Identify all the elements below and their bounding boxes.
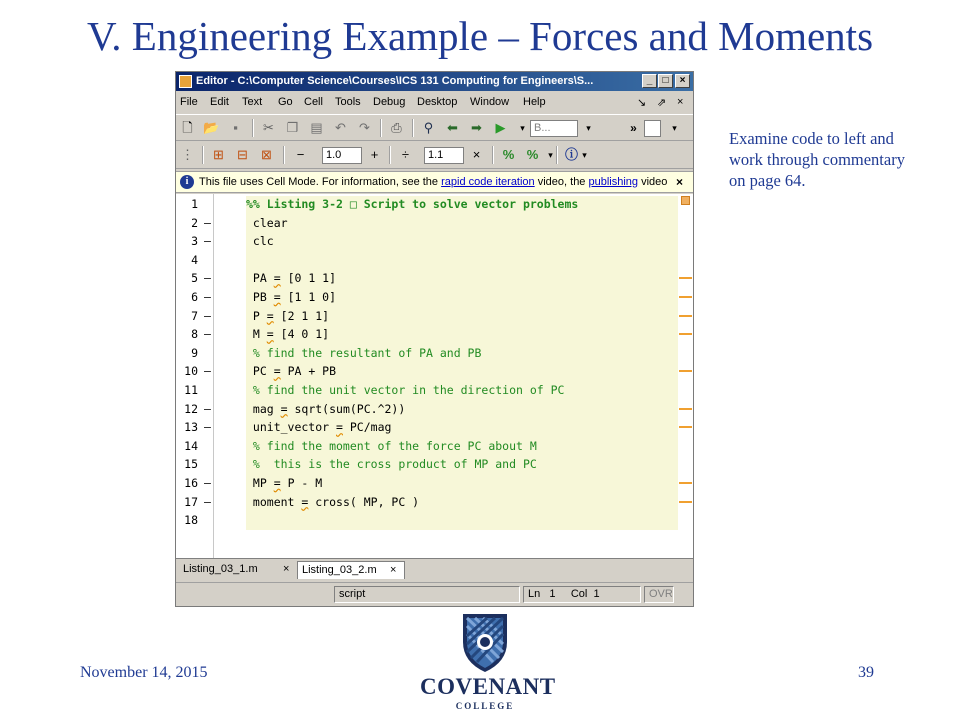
breakpoint-marker[interactable]: – [204, 476, 211, 490]
warning-underline[interactable]: = [273, 271, 281, 286]
menu-desktop[interactable]: Desktop [417, 96, 458, 108]
code-text: % this is the cross product of MP and PC [246, 457, 537, 472]
breakpoint-marker[interactable]: – [204, 308, 211, 323]
line-number: 2 [191, 215, 198, 230]
warning-marker[interactable] [679, 333, 692, 335]
line-number: 10 [184, 364, 198, 379]
code-line[interactable] [176, 493, 693, 512]
publishing-link[interactable]: publishing [588, 176, 639, 188]
line-number: 7 [191, 308, 198, 323]
multiply-icon[interactable]: × [472, 147, 481, 162]
code-text: clear [246, 215, 288, 230]
status-mode: script [334, 586, 520, 603]
code-text: mag = sqrt(sum(PC.^2)) [246, 401, 406, 416]
back-arrow-icon[interactable]: ⬅ [447, 120, 458, 135]
tab-close-icon[interactable]: × [390, 564, 397, 576]
message-indicator-icon[interactable] [681, 196, 690, 205]
document-tab-bar [176, 558, 693, 580]
window-title: Editor - C:\Computer Science\Courses\ICS 131 Computing for Engineers\S... [196, 75, 594, 87]
run-icon[interactable]: ▶ [495, 120, 506, 135]
code-line[interactable] [176, 455, 693, 474]
menu-bar [176, 93, 693, 112]
breakpoint-marker[interactable]: – [204, 271, 211, 286]
main-toolbar [176, 114, 693, 141]
evaluate-cell-advance-icon[interactable]: ⊟ [237, 147, 248, 162]
info-icon: i [180, 175, 194, 189]
print-icon[interactable]: ⎙ [391, 120, 402, 135]
menu-debug[interactable]: Debug [373, 96, 406, 108]
breakpoint-marker[interactable]: – [204, 327, 211, 342]
rapid-code-iteration-link[interactable]: rapid code iteration [441, 176, 535, 188]
code-line[interactable] [176, 437, 693, 456]
code-text: moment = cross( MP, PC ) [246, 494, 420, 509]
footer-date: November 14, 2015 [80, 664, 208, 681]
line-number: 14 [184, 438, 198, 453]
dock-icon[interactable]: ⇗ [657, 97, 667, 109]
slide-title: V. Engineering Example – Forces and Moments [86, 13, 874, 59]
code-text: % find the resultant of PA and PB [246, 345, 482, 360]
new-file-icon[interactable]: 🗋 [182, 120, 193, 135]
decrement-value-field[interactable]: 1.0 [322, 147, 362, 164]
divide-value-field[interactable]: 1.1 [424, 147, 464, 164]
evaluate-cell-icon[interactable]: ⊞ [213, 147, 224, 162]
minimize-icon[interactable]: _ [642, 74, 657, 88]
line-number: 4 [191, 252, 198, 267]
warning-underline[interactable]: = [266, 327, 274, 342]
line-number: 13 [184, 420, 198, 435]
warning-underline[interactable]: = [273, 476, 281, 490]
code-line[interactable] [176, 474, 693, 493]
cell-toolbar [176, 142, 693, 169]
code-line[interactable] [176, 362, 693, 381]
warning-underline[interactable]: = [266, 308, 274, 323]
logo-subtext: COLLEGE [455, 701, 515, 711]
warning-underline[interactable]: = [280, 401, 288, 416]
code-text: PA = [0 1 1] [246, 271, 337, 286]
decrement-icon[interactable]: − [296, 147, 305, 162]
code-line[interactable] [176, 511, 693, 530]
side-note: Examine code to left and work through commentary on page 64. [729, 129, 905, 190]
warning-marker[interactable] [679, 277, 692, 279]
close-document-icon[interactable]: × [677, 96, 684, 108]
line-number: 1 [191, 197, 198, 211]
code-line[interactable] [176, 381, 693, 400]
code-text: PC = PA + PB [246, 364, 337, 379]
code-line[interactable] [176, 400, 693, 419]
menu-tools[interactable]: Tools [335, 96, 361, 108]
code-line[interactable] [176, 251, 693, 270]
info-close-icon[interactable]: × [676, 175, 684, 189]
tab-label: Listing_03_2.m [302, 564, 377, 576]
code-text: PB = [1 1 0] [246, 290, 337, 304]
line-number: 6 [191, 290, 198, 304]
logo-wordmark: COVENANT [420, 674, 556, 699]
code-text: % find the moment of the force PC about M [246, 438, 537, 453]
breakpoint-marker[interactable]: – [204, 215, 211, 230]
line-number: 12 [184, 401, 198, 416]
code-line[interactable] [176, 214, 693, 233]
breakpoint-marker[interactable]: – [204, 420, 211, 435]
warning-marker[interactable] [679, 315, 692, 317]
warning-marker[interactable] [679, 296, 692, 298]
stack-checkbox[interactable] [644, 120, 661, 137]
cell-mode-info-bar [176, 171, 693, 193]
code-text: M = [4 0 1] [246, 327, 330, 342]
close-icon[interactable]: × [675, 74, 690, 88]
warning-marker[interactable] [679, 426, 692, 428]
code-line[interactable] [176, 288, 693, 307]
undo-icon[interactable]: ↶ [335, 120, 346, 135]
warning-underline[interactable]: = [273, 290, 281, 304]
warning-underline[interactable]: = [301, 494, 309, 509]
breakpoint-marker[interactable]: – [204, 364, 211, 379]
menu-window[interactable]: Window [470, 96, 510, 108]
warning-underline[interactable]: = [273, 364, 281, 379]
code-line[interactable] [176, 418, 693, 437]
code-editor[interactable] [176, 194, 693, 558]
code-line[interactable] [176, 195, 693, 214]
menu-file[interactable]: File [180, 96, 198, 108]
status-overwrite: OVR [644, 586, 674, 603]
warning-marker[interactable] [679, 482, 692, 484]
breakpoint-marker[interactable]: – [204, 290, 211, 304]
status-bar [176, 582, 693, 606]
code-line[interactable] [176, 232, 693, 251]
open-folder-icon[interactable]: 📂 [203, 120, 220, 135]
undock-icon[interactable]: ↘ [637, 97, 647, 109]
status-position: Ln 1 Col 1 [523, 586, 641, 603]
line-number: 9 [191, 345, 198, 360]
function-browser-field[interactable]: B... [530, 120, 578, 137]
code-text: %% Listing 3-2 □ Script to solve vector problems [246, 197, 579, 211]
line-number: 11 [184, 383, 198, 397]
menu-text[interactable]: Text [242, 96, 263, 108]
line-number: 15 [184, 457, 198, 472]
message-bar[interactable] [678, 194, 693, 558]
warning-marker[interactable] [679, 370, 692, 372]
save-icon[interactable]: ▪ [233, 120, 238, 135]
maximize-icon[interactable]: □ [658, 74, 673, 88]
run-dropdown-icon[interactable]: ▾ [520, 123, 525, 133]
increment-icon[interactable]: + [370, 147, 379, 162]
cut-icon[interactable]: ✂ [263, 120, 274, 135]
editor-window [175, 71, 694, 607]
code-text: clc [246, 234, 274, 249]
code-text: P = [2 1 1] [246, 308, 330, 323]
breakpoint-marker[interactable]: – [204, 234, 211, 249]
menu-edit[interactable]: Edit [210, 96, 229, 108]
code-line[interactable] [176, 344, 693, 363]
menu-help[interactable]: Help [523, 96, 546, 108]
evaluate-file-icon[interactable]: ⊠ [261, 147, 272, 162]
editor-app-icon [179, 75, 192, 88]
insert-cell-break-icon[interactable]: % [502, 147, 515, 162]
redo-icon[interactable]: ↷ [359, 120, 370, 135]
toolbar-overflow-icon[interactable]: » [630, 121, 637, 135]
tab-listing-03-2[interactable] [297, 561, 405, 579]
code-text: % find the unit vector in the direction of PC [246, 383, 565, 397]
function-browser-dropdown-icon[interactable]: ▾ [586, 123, 591, 133]
forward-arrow-icon[interactable]: ➡ [471, 120, 482, 135]
warning-underline[interactable]: = [336, 420, 343, 435]
line-number: 18 [184, 513, 198, 528]
warning-marker[interactable] [679, 408, 692, 410]
line-number: 5 [191, 271, 198, 286]
menu-cell[interactable]: Cell [304, 96, 323, 108]
shield-icon [420, 612, 550, 674]
line-number: 8 [191, 327, 198, 342]
line-number: 16 [184, 476, 198, 490]
breakpoint-marker[interactable]: – [204, 494, 211, 509]
code-line[interactable] [176, 325, 693, 344]
copy-icon[interactable]: ❐ [286, 120, 299, 135]
line-number: 17 [184, 494, 198, 509]
code-line[interactable] [176, 269, 693, 288]
remove-cell-break-icon[interactable]: % [526, 147, 539, 162]
cell-help-dropdown-icon[interactable]: ▾ [582, 150, 587, 160]
warning-marker[interactable] [679, 501, 692, 503]
divide-icon[interactable]: ÷ [401, 147, 410, 162]
code-line[interactable] [176, 307, 693, 326]
find-icon[interactable]: ⚲ [423, 120, 434, 135]
line-number: 3 [191, 234, 198, 249]
cell-help-icon[interactable]: ⓘ [564, 147, 578, 162]
cell-toolbar-grip-icon: ⋮ [181, 147, 194, 162]
code-text: MP = P - M [246, 476, 323, 490]
tab-label: Listing_03_1.m [183, 563, 258, 575]
breakpoint-marker[interactable]: – [204, 401, 211, 416]
college-logo [420, 612, 556, 718]
page-number: 39 [858, 664, 874, 681]
cell-break-dropdown-icon[interactable]: ▾ [548, 150, 553, 160]
info-message: This file uses Cell Mode. For information, see the rapid code iteration video, the publishing video [199, 176, 668, 188]
menu-go[interactable]: Go [278, 96, 293, 108]
window-titlebar[interactable] [176, 72, 693, 91]
stack-dropdown-icon[interactable]: ▾ [672, 123, 677, 133]
tab-listing-03-1[interactable] [179, 561, 297, 579]
paste-icon[interactable]: ▤ [310, 120, 323, 135]
code-text: unit_vector = PC/mag [246, 420, 392, 435]
tab-close-icon[interactable]: × [283, 563, 290, 575]
